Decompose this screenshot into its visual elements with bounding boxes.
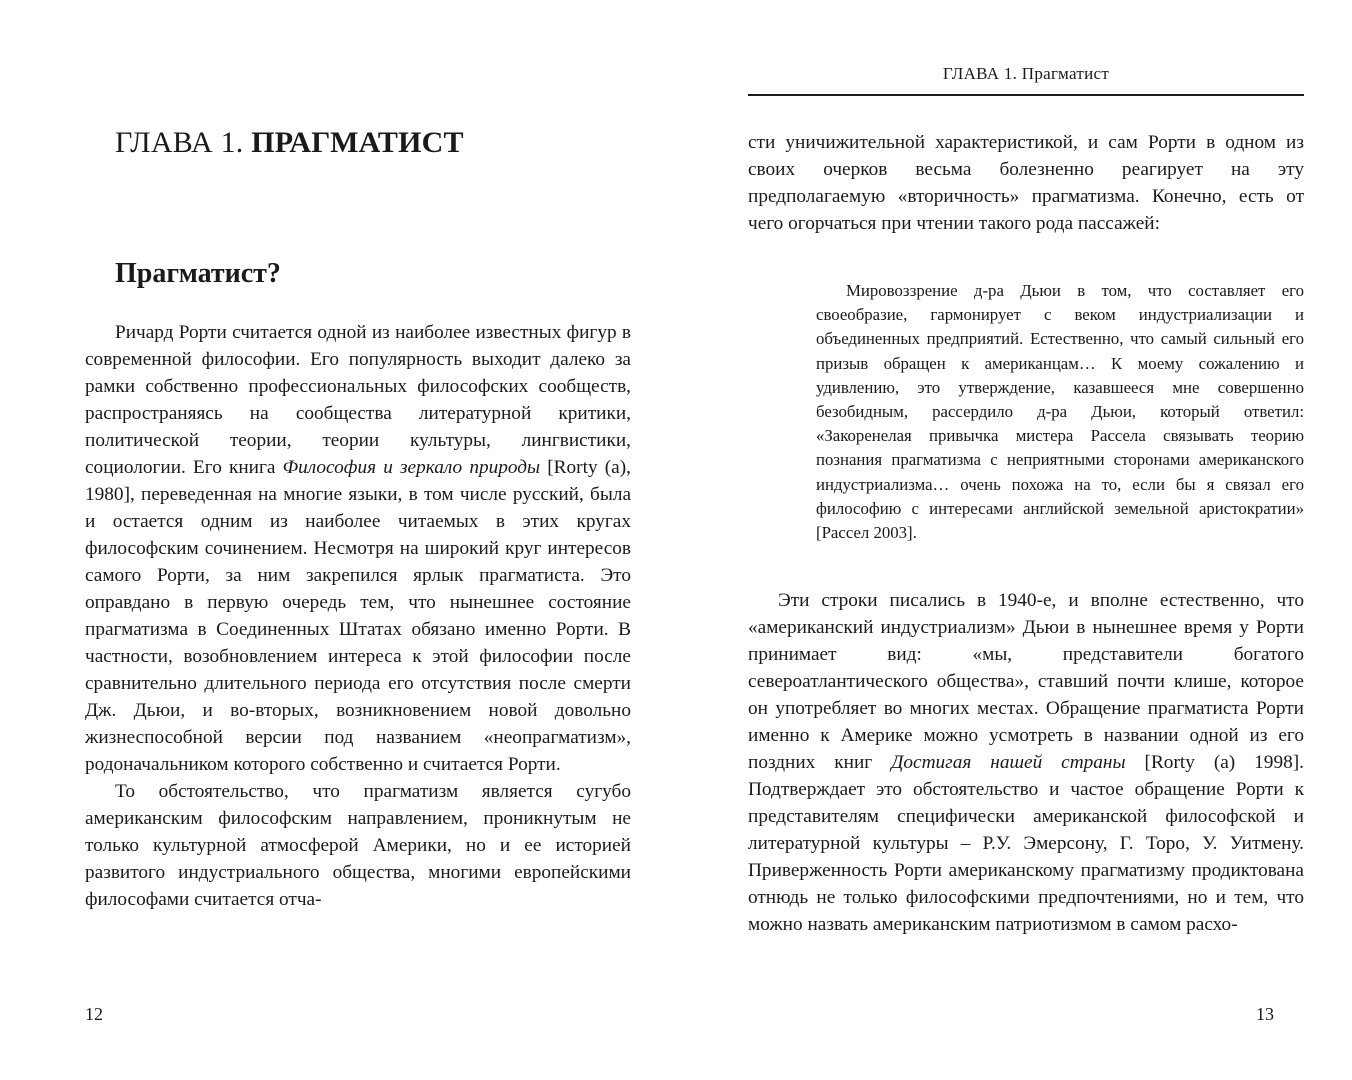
chapter-title [115,126,464,160]
paragraph-continued: сти уничижительной характеристикой, и сам Рорти в одном из своих очерков весьма болезненно реагирует на эту предполагаемую «вторичность» прагматизма. Конечно, есть от чего огорчаться при чтении такого рода пассажей: [748,132,1304,234]
chapter-name: ПРАГМАТИСТ [251,126,464,159]
right-page [676,0,1352,1080]
running-head: ГЛАВА 1. Прагматист [942,64,1110,83]
book-title-italic-2: Достигая нашей страны [891,752,1126,773]
running-head-rule [748,94,1304,96]
page-number-left: 12 [85,1004,103,1024]
page-number-right: 13 [1256,1004,1274,1024]
right-body-text-top [748,129,1304,237]
book-title-italic: Философия и зеркало природы [282,457,541,478]
paragraph-3-part-a: Эти строки писались в 1940-е, и вполне естественно, что «американский индустриализм» Дьюи в нынешнее время у Рорти принимает вид: «мы, представители богатого североатлантического общества», ставший почти клише, которое он употребляет во многих местах. Обращение прагматиста Рорти именно к Америке можно усмотреть в названии одной из его поздних книг [748,590,1304,773]
paragraph-1-part-b: [Rorty (a), 1980], переведенная на многие языки, в том числе русский, была и остается одним из наиболее читаемых в этих кругах философским сочинением. Несмотря на широкий круг интересов самого Рорти, за ним закрепился ярлык прагматиста. Это оправдано в первую очередь тем, что нынешнее состояние прагматизма в Соединенных Штатах обязано именно Рорти. В частности, возобновлением интереса к этой философии после сравнительно длительного периода его отсутствия после смерти Дж. Дьюи, и во-вторых, возникновением новой довольно жизнеспособной версии под названием «неопрагматизм», родоначальником которого собственно и считается Рорти. [85,457,631,775]
left-body-text [85,319,631,913]
paragraph-3 [748,587,1304,938]
quote-text: Мировоззрение д-ра Дьюи в том, что составляет его своеобразие, гармонирует с веком индустриализации и объединенных предприятий. Естественно, что самый сильный его призыв обращен к американцам… К моему сожалению и удивлению, это утверждение, казавшееся мне совершенно безобидным, рассердило д-ра Дьюи, который ответил: «Закоренелая привычка мистера Рассела связывать теорию познания прагматизма с неприятными сторонами американского индустриализма… очень похожа на то, если бы я связал его философию с интересами английской земельной аристократии» [Рассел 2003]. [816,281,1304,543]
paragraph-1-part-a: Ричард Рорти считается одной из наиболее известных фигур в современной философии. Его популярность выходит далеко за рамки собственно профессиональных философских сообществ, распространяясь на сообщества литературной критики, политической теории, теории культуры, лингвистики, социологии. Его книга [85,322,631,478]
section-title: Прагматист? [115,258,281,289]
paragraph-3-part-b: [Rorty (a) 1998]. Подтверждает это обстоятельство и частое обращение Рорти к представителям специфически американской философской и литературной культуры – Р.У. Эмерсону, Г. Торо, У. Уитмену. Приверженность Рорти американскому прагматизму продиктована отнюдь не только философскими предпочтениями, но и тем, что можно назвать американским патриотизмом в самом расхо- [748,752,1304,935]
paragraph-2: То обстоятельство, что прагматизм является сугубо американским философским направлением, проникнутым не только культурной атмосферой Америки, но и ее историей развитого индустриального общества, многими европейскими философами считается отча- [85,781,631,910]
block-quote [816,279,1304,545]
paragraph-1 [85,319,631,778]
right-body-text-bottom [748,587,1304,938]
chapter-label: ГЛАВА 1. [115,126,252,159]
